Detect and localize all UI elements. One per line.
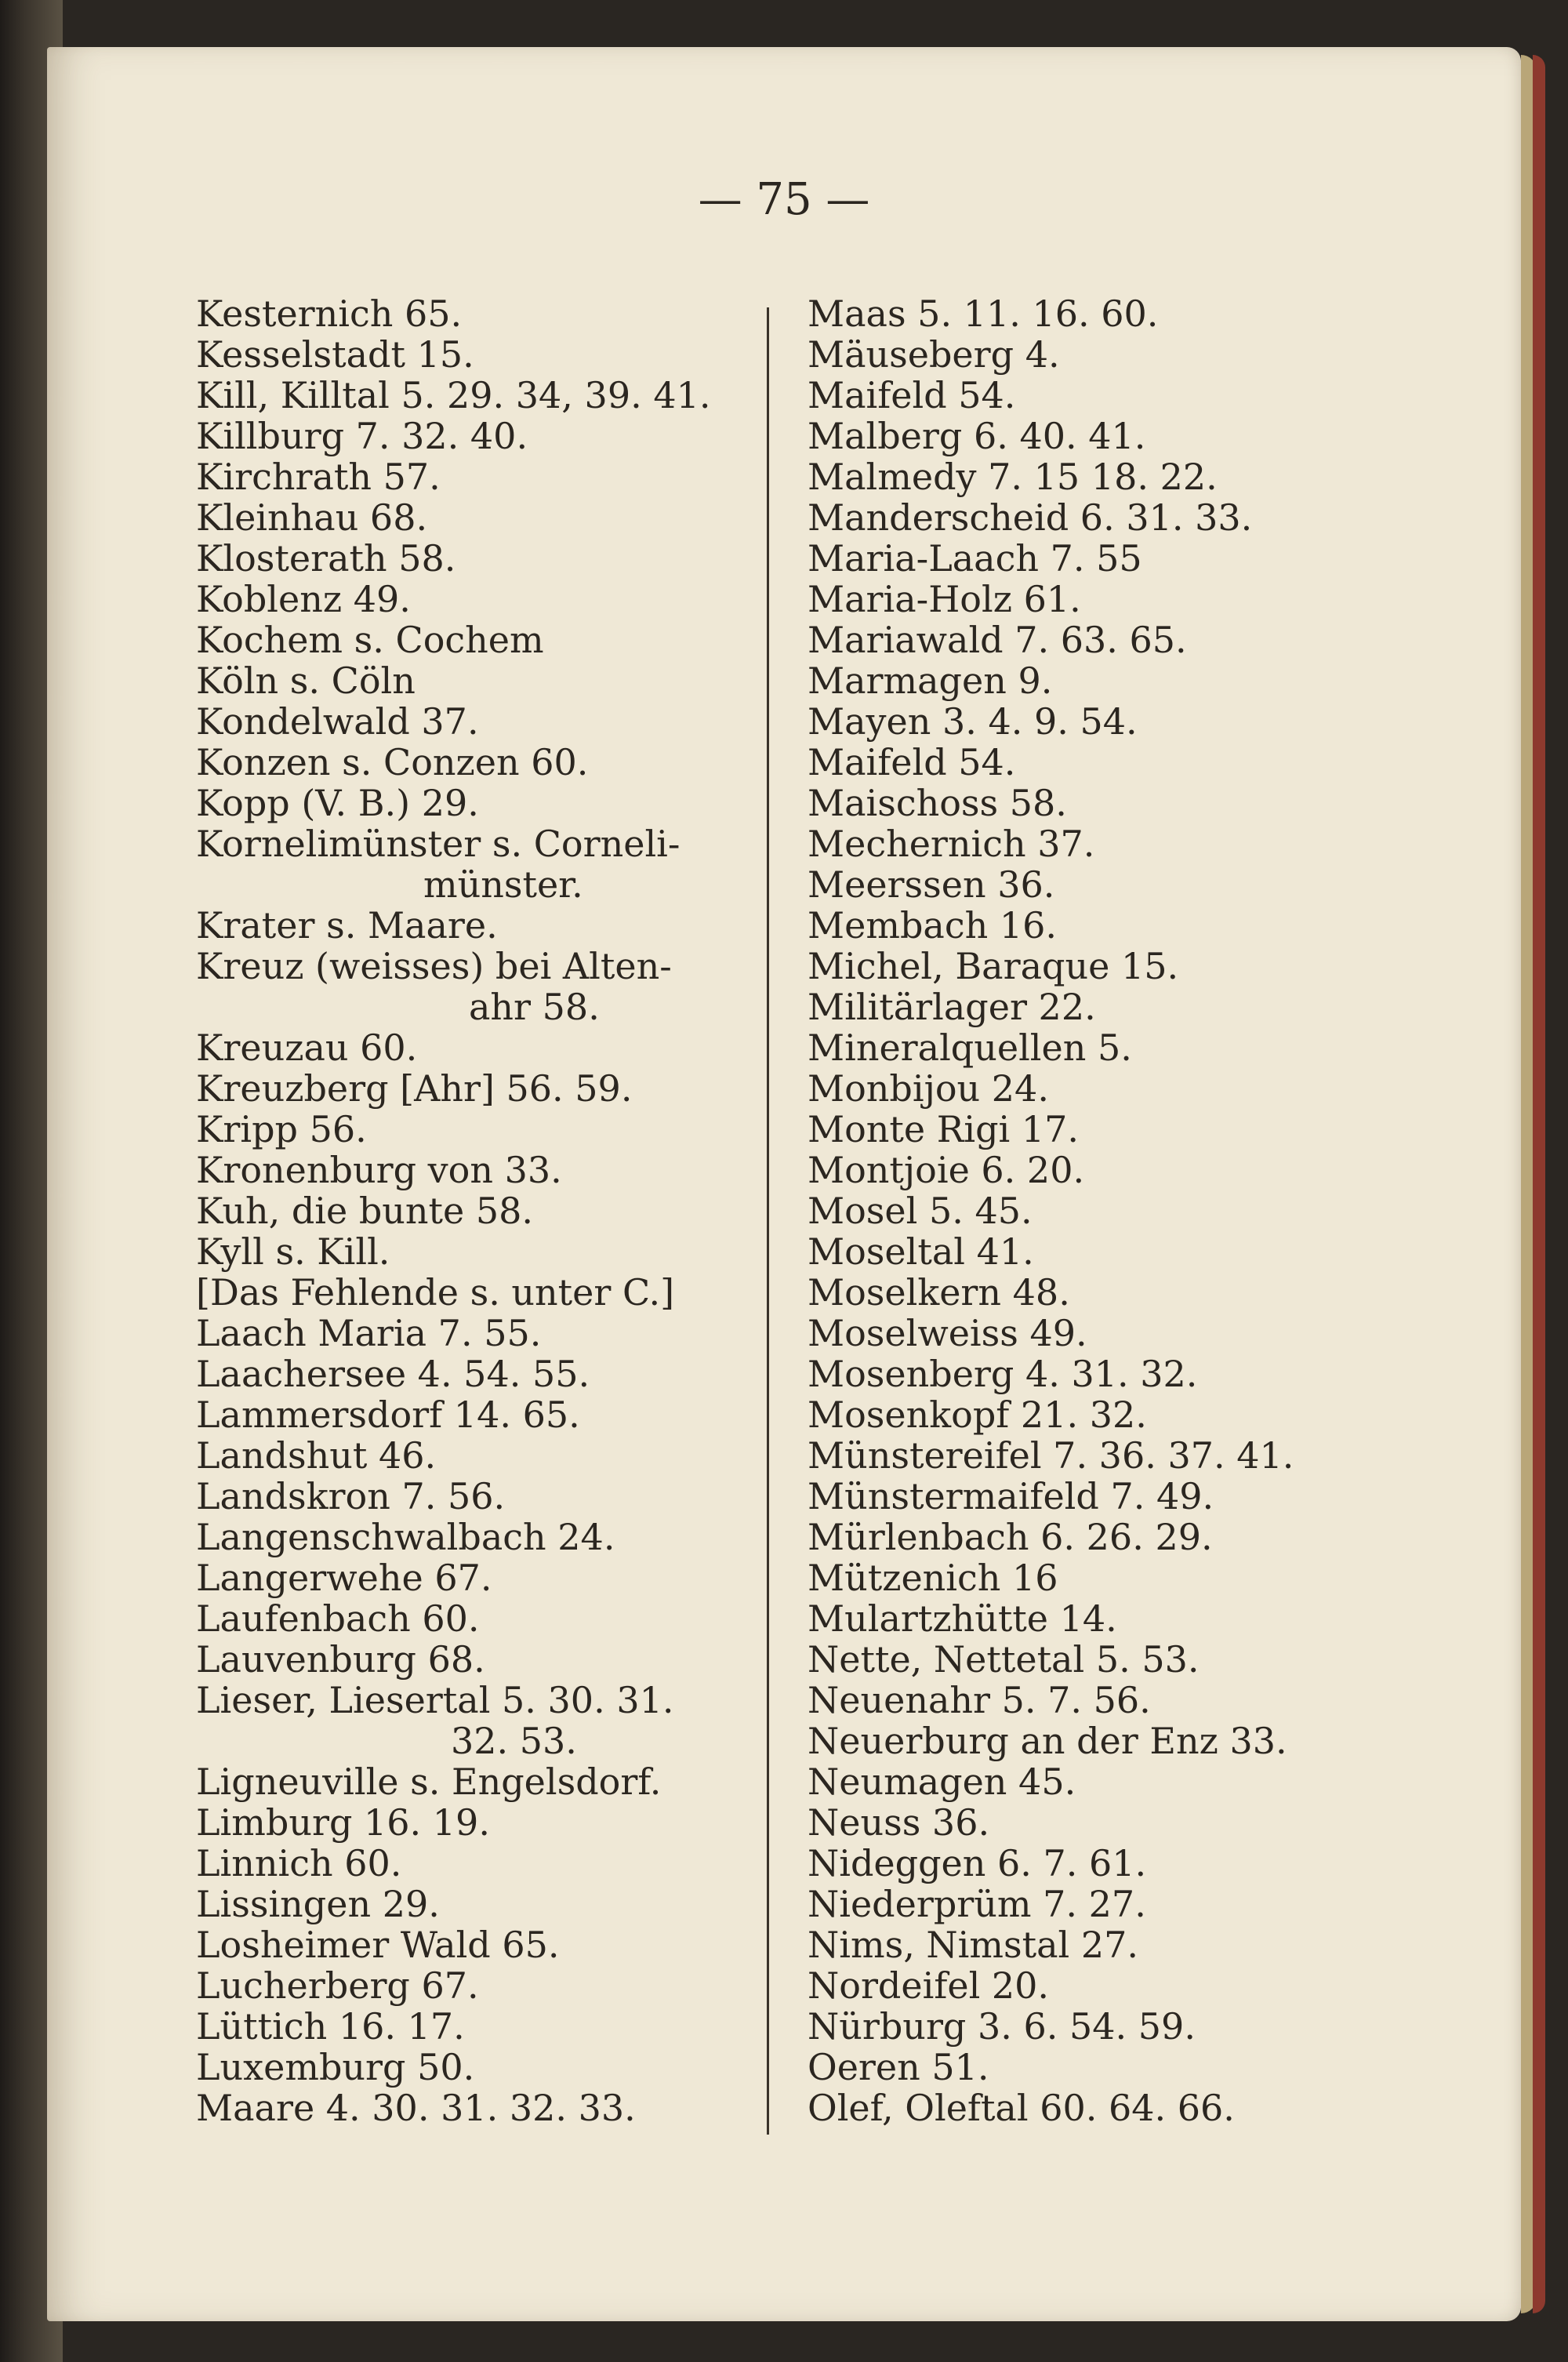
index-entry: Manderscheid 6. 31. 33. bbox=[808, 496, 1253, 539]
index-entry: Militärlager 22. bbox=[808, 986, 1096, 1028]
index-entry: Luxemburg 50. bbox=[196, 2046, 475, 2088]
index-entry: Nideggen 6. 7. 61. bbox=[808, 1842, 1147, 1884]
index-entry: Kesselstadt 15. bbox=[196, 333, 474, 376]
index-entry: Neuenahr 5. 7. 56. bbox=[808, 1679, 1151, 1721]
index-entry: Maas 5. 11. 16. 60. bbox=[808, 293, 1159, 335]
index-entry: Konzen s. Conzen 60. bbox=[196, 741, 589, 783]
index-entry: Losheimer Wald 65. bbox=[196, 1924, 560, 1966]
index-entry: Maria-Laach 7. 55 bbox=[808, 537, 1142, 580]
index-entry: Niederprüm 7. 27. bbox=[808, 1883, 1146, 1925]
index-entry: Maischoss 58. bbox=[808, 782, 1067, 824]
index-entry: Münstereifel 7. 36. 37. 41. bbox=[808, 1434, 1294, 1477]
index-entry: Kyll s. Kill. bbox=[196, 1230, 390, 1273]
index-column-left bbox=[196, 293, 745, 2128]
index-entry: Lissingen 29. bbox=[196, 1883, 440, 1925]
index-entry: Mürlenbach 6. 26. 29. bbox=[808, 1516, 1213, 1558]
index-entry: Kopp (V. B.) 29. bbox=[196, 782, 479, 824]
index-entry: Montjoie 6. 20. bbox=[808, 1149, 1085, 1191]
index-entry: Kreuzau 60. bbox=[196, 1027, 418, 1069]
index-entry: Mützenich 16 bbox=[808, 1557, 1058, 1599]
index-entry: Moseltal 41. bbox=[808, 1230, 1034, 1273]
index-entry: Maria-Holz 61. bbox=[808, 578, 1081, 620]
index-entry: Mariawald 7. 63. 65. bbox=[808, 619, 1187, 661]
index-entry: Mäuseberg 4. bbox=[808, 333, 1060, 376]
index-entry: Köln s. Cöln bbox=[196, 660, 416, 702]
index-entry: Landskron 7. 56. bbox=[196, 1475, 506, 1517]
index-entry-continuation: 32. 53. bbox=[451, 1720, 577, 1762]
index-entry: [Das Fehlende s. unter C.] bbox=[196, 1271, 675, 1314]
index-entry: Linnich 60. bbox=[196, 1842, 402, 1884]
index-entry: Malmedy 7. 15 18. 22. bbox=[808, 456, 1218, 498]
index-entry: Neuerburg an der Enz 33. bbox=[808, 1720, 1287, 1762]
index-entry: Lieser, Liesertal 5. 30. 31. bbox=[196, 1679, 674, 1721]
index-entry: Münstermaifeld 7. 49. bbox=[808, 1475, 1214, 1517]
index-entry: Limburg 16. 19. bbox=[196, 1801, 490, 1844]
index-entry: Krater s. Maare. bbox=[196, 904, 498, 947]
index-entry: Lauvenburg 68. bbox=[196, 1638, 485, 1681]
index-entry: Lucherberg 67. bbox=[196, 1964, 479, 2007]
index-entry: Langerwehe 67. bbox=[196, 1557, 492, 1599]
index-entry: Monbijou 24. bbox=[808, 1067, 1049, 1110]
index-entry: Koblenz 49. bbox=[196, 578, 411, 620]
index-entry: Malberg 6. 40. 41. bbox=[808, 415, 1146, 457]
index-entry: Laach Maria 7. 55. bbox=[196, 1312, 542, 1354]
index-entry: Nims, Nimstal 27. bbox=[808, 1924, 1139, 1966]
index-entry: Marmagen 9. bbox=[808, 660, 1053, 702]
index-entry: Killburg 7. 32. 40. bbox=[196, 415, 528, 457]
index-entry: Kesternich 65. bbox=[196, 293, 463, 335]
index-entry: Mechernich 37. bbox=[808, 823, 1095, 865]
column-divider bbox=[767, 307, 769, 2135]
index-entry: Lammersdorf 14. 65. bbox=[196, 1394, 580, 1436]
index-entry: Kreuz (weisses) bei Alten- bbox=[196, 945, 672, 987]
page-number: — 75 — bbox=[698, 174, 870, 225]
index-entry: Mineralquellen 5. bbox=[808, 1027, 1132, 1069]
index-entry: Mosenkopf 21. 32. bbox=[808, 1394, 1147, 1436]
book-cover-edge bbox=[1533, 55, 1545, 2313]
index-entry: Kornelimünster s. Corneli- bbox=[196, 823, 681, 865]
index-entry: Kuh, die bunte 58. bbox=[196, 1190, 534, 1232]
index-entry: Kleinhau 68. bbox=[196, 496, 428, 539]
index-entry: Laufenbach 60. bbox=[196, 1597, 480, 1640]
index-entry: Neumagen 45. bbox=[808, 1761, 1076, 1803]
index-entry: Ligneuville s. Engelsdorf. bbox=[196, 1761, 662, 1803]
index-entry: Kreuzberg [Ahr] 56. 59. bbox=[196, 1067, 633, 1110]
index-entry: Kochem s. Cochem bbox=[196, 619, 544, 661]
index-entry: Olef, Oleftal 60. 64. 66. bbox=[808, 2087, 1235, 2129]
index-entry-continuation: ahr 58. bbox=[469, 986, 600, 1028]
index-entry: Kronenburg von 33. bbox=[196, 1149, 562, 1191]
index-column-right bbox=[808, 293, 1356, 2128]
index-entry: Michel, Baraque 15. bbox=[808, 945, 1179, 987]
index-entry: Lüttich 16. 17. bbox=[196, 2005, 465, 2048]
index-entry: Nürburg 3. 6. 54. 59. bbox=[808, 2005, 1196, 2048]
index-entry: Mulartzhütte 14. bbox=[808, 1597, 1117, 1640]
index-entry: Laachersee 4. 54. 55. bbox=[196, 1353, 590, 1395]
index-entry: Membach 16. bbox=[808, 904, 1057, 947]
index-entry: Kill, Killtal 5. 29. 34, 39. 41. bbox=[196, 374, 711, 416]
index-entry-continuation: münster. bbox=[423, 863, 583, 906]
index-entry: Kondelwald 37. bbox=[196, 700, 479, 743]
index-entry: Nette, Nettetal 5. 53. bbox=[808, 1638, 1200, 1681]
index-entry: Maifeld 54. bbox=[808, 741, 1016, 783]
index-entry: Kirchrath 57. bbox=[196, 456, 441, 498]
index-entry: Oeren 51. bbox=[808, 2046, 989, 2088]
index-entry: Mosel 5. 45. bbox=[808, 1190, 1033, 1232]
index-entry: Klosterath 58. bbox=[196, 537, 456, 580]
index-entry: Maifeld 54. bbox=[808, 374, 1016, 416]
index-entry: Langenschwalbach 24. bbox=[196, 1516, 615, 1558]
index-entry: Neuss 36. bbox=[808, 1801, 990, 1844]
index-entry: Monte Rigi 17. bbox=[808, 1108, 1080, 1150]
index-entry: Kripp 56. bbox=[196, 1108, 367, 1150]
index-entry: Maare 4. 30. 31. 32. 33. bbox=[196, 2087, 636, 2129]
index-entry: Landshut 46. bbox=[196, 1434, 437, 1477]
index-entry: Mosenberg 4. 31. 32. bbox=[808, 1353, 1198, 1395]
index-entry: Moselkern 48. bbox=[808, 1271, 1070, 1314]
index-entry: Meerssen 36. bbox=[808, 863, 1055, 906]
index-entry: Moselweiss 49. bbox=[808, 1312, 1087, 1354]
index-entry: Nordeifel 20. bbox=[808, 1964, 1050, 2007]
index-entry: Mayen 3. 4. 9. 54. bbox=[808, 700, 1138, 743]
